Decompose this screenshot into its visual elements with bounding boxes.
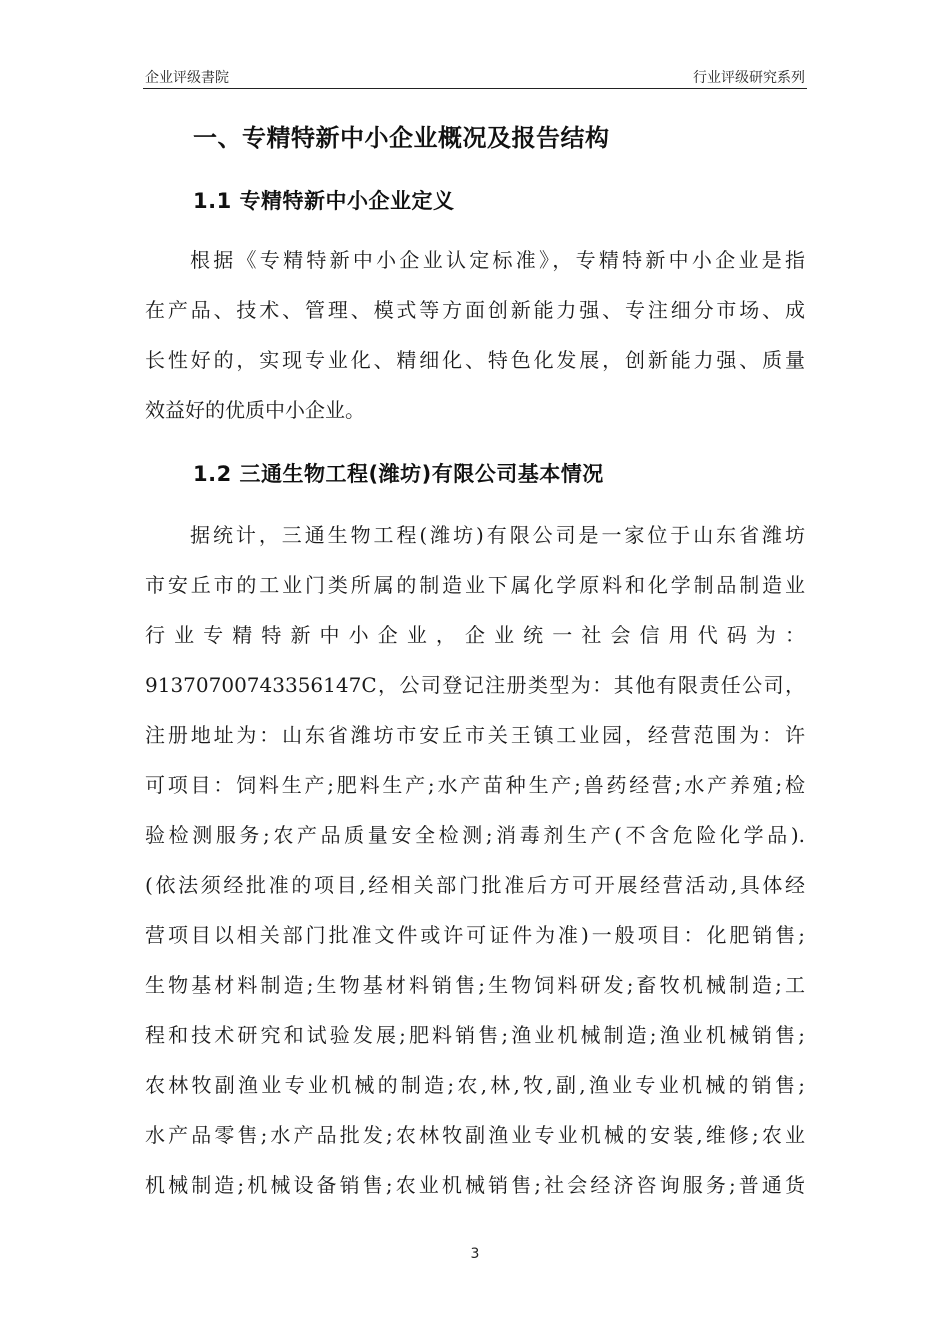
page-number: 3 <box>470 1246 480 1262</box>
paragraph-line: 可项目：饲料生产;肥料生产;水产苗种生产;兽药经营;水产养殖;检 <box>145 773 805 797</box>
paragraph-line: 水产品零售;水产品批发;农林牧副渔业专业机械的安装,维修;农业 <box>145 1123 805 1147</box>
paragraph-line: 91370700743356147C，公司登记注册类型为：其他有限责任公司， <box>145 673 805 697</box>
paragraph-line: 行业专精特新中小企业，企业统一社会信用代码为： <box>145 623 805 647</box>
header-right-text: 行业评级研究系列 <box>693 70 805 86</box>
page-header <box>143 64 807 89</box>
paragraph-line: 生物基材料制造;生物基材料销售;生物饲料研发;畜牧机械制造;工 <box>145 973 805 997</box>
section-heading: 一、专精特新中小企业概况及报告结构 <box>193 124 610 152</box>
paragraph-line: 效益好的优质中小企业。 <box>145 398 365 422</box>
paragraph-line: 注册地址为：山东省潍坊市安丘市关王镇工业园，经营范围为：许 <box>145 723 805 747</box>
paragraph-line: 在产品、技术、管理、模式等方面创新能力强、专注细分市场、成 <box>145 298 805 322</box>
paragraph-line: 农林牧副渔业专业机械的制造;农,林,牧,副,渔业专业机械的销售; <box>145 1073 805 1097</box>
paragraph-line: 机械制造;机械设备销售;农业机械销售;社会经济咨询服务;普通货 <box>145 1173 805 1197</box>
paragraph-line: 市安丘市的工业门类所属的制造业下属化学原料和化学制品制造业 <box>145 573 805 597</box>
paragraph-line: 长性好的，实现专业化、精细化、特色化发展，创新能力强、质量 <box>145 348 805 372</box>
subsection-heading-definition: 1.1 专精特新中小企业定义 <box>193 189 455 213</box>
subsection-heading-company: 1.2 三通生物工程(潍坊)有限公司基本情况 <box>193 462 604 486</box>
paragraph-line: 据统计，三通生物工程(潍坊)有限公司是一家位于山东省潍坊 <box>190 523 805 547</box>
paragraph-line: 程和技术研究和试验发展;肥料销售;渔业机械制造;渔业机械销售; <box>145 1023 805 1047</box>
paragraph-line: (依法须经批准的项目,经相关部门批准后方可开展经营活动,具体经 <box>145 873 805 897</box>
paragraph-line: 营项目以相关部门批准文件或许可证件为准)一般项目：化肥销售; <box>145 923 805 947</box>
header-left-text: 企业评级書院 <box>145 70 229 86</box>
paragraph-line: 根据《专精特新中小企业认定标准》，专精特新中小企业是指 <box>190 248 805 272</box>
paragraph-line: 验检测服务;农产品质量安全检测;消毒剂生产(不含危险化学品). <box>145 823 805 847</box>
